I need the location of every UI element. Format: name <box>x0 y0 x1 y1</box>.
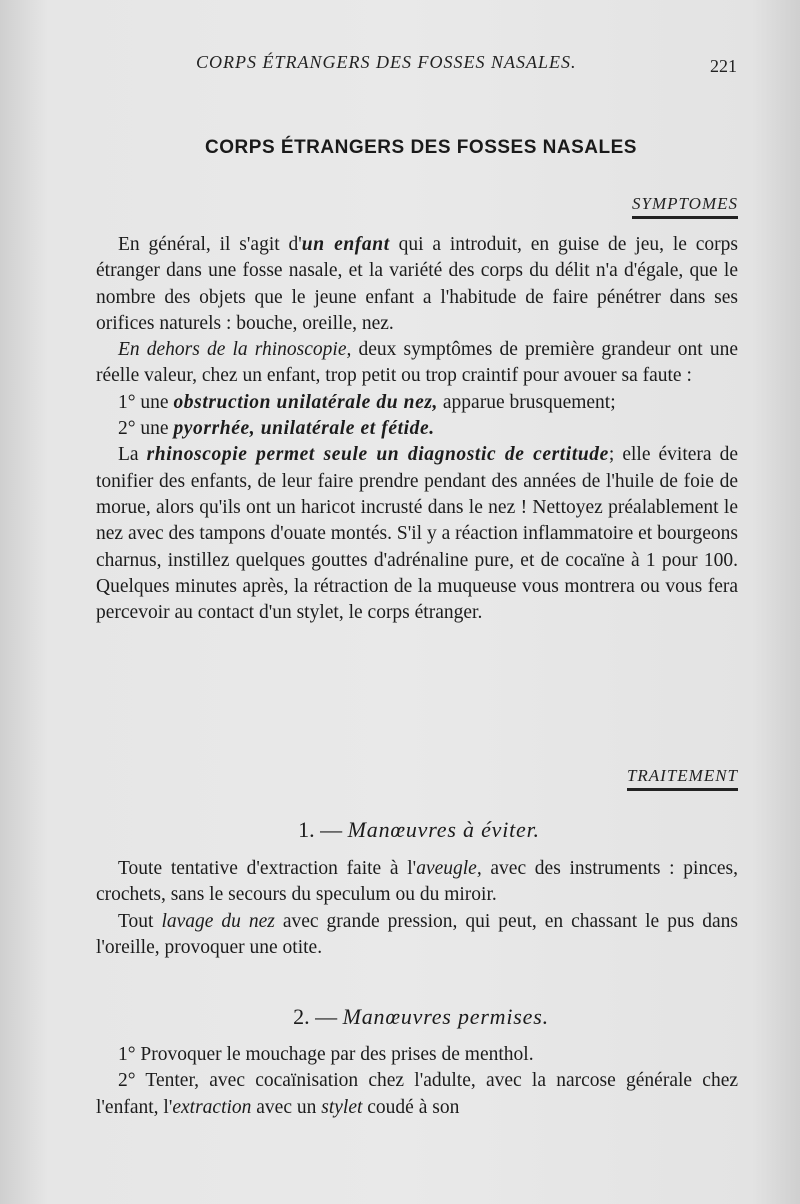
subsection-title: Manœuvres permises. <box>342 1004 549 1029</box>
emphasis: aveugle, <box>416 858 482 879</box>
subsection-heading-1 <box>0 817 800 843</box>
text-run: qui a introduit, en guise de jeu, le corps étranger dans une fosse nasale, et la variété des corps du délit n'a d'égale, que le nombre des objets que le jeune enfant a l'habitude de faire pénétrer dans ses orifices naturels : bouche, oreille, nez. <box>96 234 738 334</box>
text-run: avec un <box>251 1096 322 1118</box>
text-run: Toute tentative d'extraction faite à l' <box>118 858 417 879</box>
text-run: 2° Tenter, avec cocaïnisation chez l'adulte, avec la narcose générale chez l'enfant, l' <box>96 1070 738 1118</box>
paragraph <box>96 856 738 909</box>
paragraph <box>96 337 738 390</box>
emphasis: En dehors de la rhinoscopie, <box>118 339 352 361</box>
text-run: avec grande pression, qui peut, en chassant le pus dans l'oreille, provoquer une otite. <box>96 910 738 958</box>
paragraph <box>96 442 738 626</box>
paragraph <box>96 416 738 442</box>
text-run: En général, il s'agit d' <box>118 234 302 255</box>
text-run: La <box>118 444 147 466</box>
text-run: deux symptômes de première grandeur ont une réelle valeur, chez un enfant, trop petit ou trop craintif pour avouer sa faute : <box>96 339 738 387</box>
text-run: 1° une <box>118 391 174 413</box>
text-run: coudé à son <box>362 1096 460 1118</box>
page-number: 221 <box>710 56 737 76</box>
rubric-symptoms: SYMPTOMES <box>632 194 738 219</box>
text-run: 2° une <box>118 418 174 440</box>
emphasis: extraction <box>172 1096 252 1118</box>
paragraph <box>96 232 738 337</box>
emphasis: lavage du nez <box>161 910 275 932</box>
subsection-number: 2. — <box>293 1004 343 1029</box>
paragraph <box>96 909 738 962</box>
paragraph <box>96 1068 738 1121</box>
emphasis: stylet <box>321 1096 363 1118</box>
emphasis: obstruction unilatérale du nez, <box>173 391 439 413</box>
text-run: Tout <box>118 910 162 932</box>
subsection-title: Manœuvres à éviter. <box>347 817 540 842</box>
subsection-heading-2 <box>0 1004 800 1030</box>
running-title: CORPS ÉTRANGERS DES FOSSES NASALES. <box>196 52 577 72</box>
treatment-section-2 <box>96 1042 738 1121</box>
subsection-number: 1. — <box>298 817 348 842</box>
symptoms-section <box>96 232 738 626</box>
emphasis: un enfant <box>301 234 390 255</box>
text-run: avec des instruments : pinces, crochets, sans le secours du speculum ou du miroir. <box>96 858 738 906</box>
emphasis: rhinoscopie permet seule un diagnostic de certitude <box>146 444 609 466</box>
paragraph: 1° Provoquer le mouchage par des prises de menthol. <box>118 1044 534 1065</box>
rubric-treatment: TRAITEMENT <box>627 766 738 791</box>
text-run: ; elle évitera de tonifier des enfants, de leur faire prendre pendant des années de l'huile de foie de morue, alors qu'ils ont un haricot incrusté dans le nez ! Nettoyez préalablement le nez avec des tampons d'ouate montés. S'il y a réaction inflammatoire et bourgeons charnus, instillez quelques gouttes d'adrénaline pure, et de cocaïne à 1 pour 100. Quelques minutes après, la rétraction de la muqueuse vous montrera ou vous fera percevoir au contact d'un stylet, le corps étranger. <box>96 444 738 624</box>
chapter-title: CORPS ÉTRANGERS DES FOSSES NASALES <box>205 137 637 158</box>
paragraph <box>96 390 738 416</box>
text-run: apparue brusquement; <box>438 391 616 413</box>
treatment-section-1 <box>96 856 738 961</box>
emphasis: pyorrhée, unilatérale et fétide. <box>173 418 435 440</box>
